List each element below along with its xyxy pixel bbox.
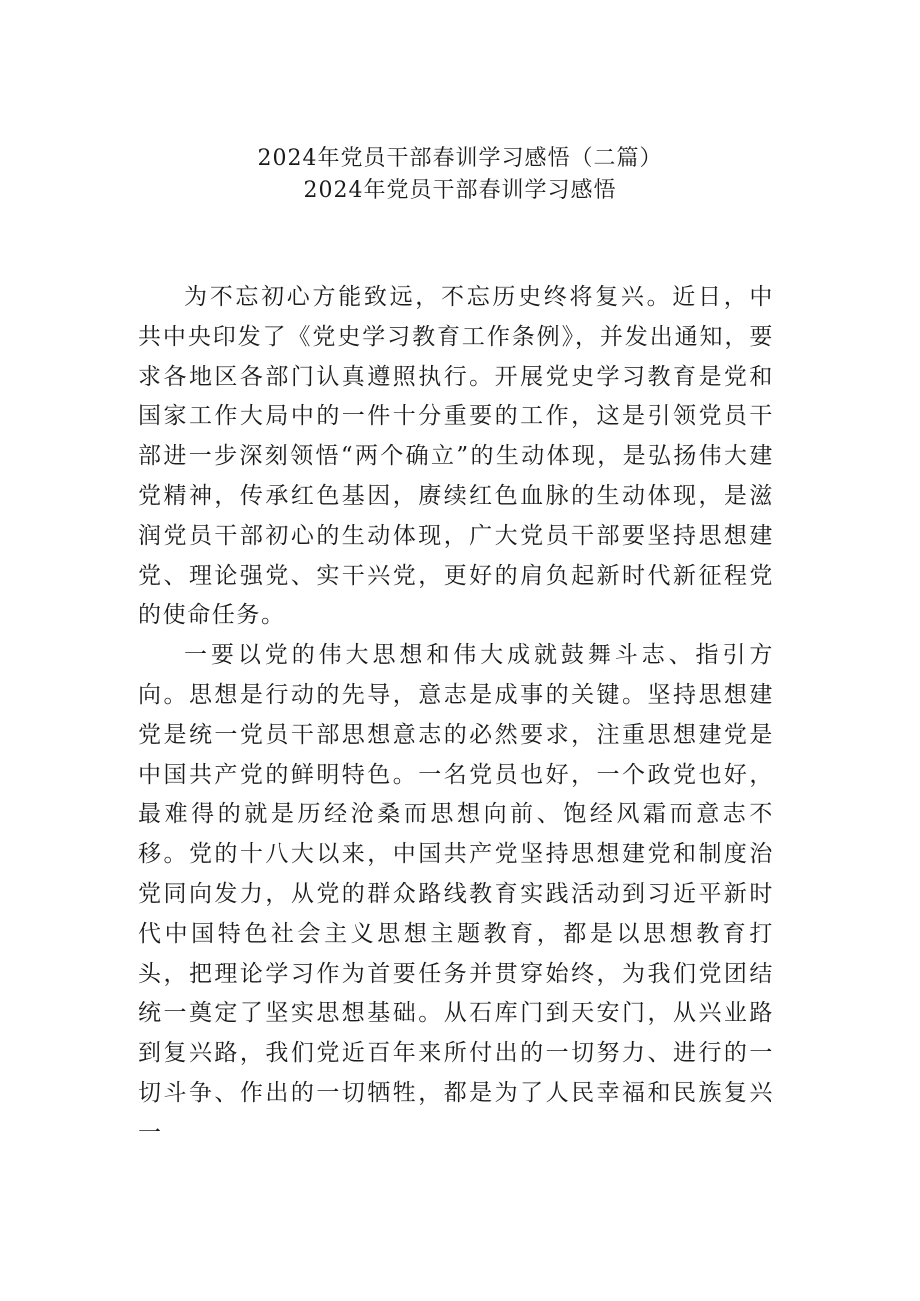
document-title: 2024年党员干部春训学习感悟（二篇）	[257, 146, 663, 171]
title-block	[0, 143, 920, 207]
paragraph-2: 一要以党的伟大思想和伟大成就鼓舞斗志、指引方向。思想是行动的先导，意志是成事的关键。坚持思想建党是统一党员干部思想意志的必然要求，注重思想建党是中国共产党的鲜明特色。一名党员也好，一个政党也好，最难得的就是历经沧桑而思想向前、饱经风霜而意志不移。党的十八大以来，中国共产党坚持思想建党和制度治党同向发力，从党的群众路线教育实践活动到习近平新时代中国特色社会主义思想主题教育，都是以思想教育打头，把理论学习作为首要任务并贯穿始终，为我们党团结统一奠定了坚实思想基础。从石库门到天安门，从兴业路到复兴路，我们党近百年来所付出的一切努力、进行的一切斗争、作出的一切牺牲，都是为了人民幸福和民族复兴一	[138, 642, 774, 1146]
document-subtitle: 2024年党员干部春训学习感悟	[303, 178, 617, 203]
document-body	[138, 278, 774, 1154]
paragraph-1: 为不忘初心方能致远，不忘历史终将复兴。近日，中共中央印发了《党史学习教育工作条例》，并发出通知，要求各地区各部门认真遵照执行。开展党史学习教育是党和国家工作大局中的一件十分重要的工作，这是引领党员干部进一步深刻领悟“两个确立”的生动体现，是弘扬伟大建党精神，传承红色基因，赓续红色血脉的生动体现，是滋润党员干部初心的生动体现，广大党员干部要坚持思想建党、理论强党、实干兴党，更好的肩负起新时代新征程党的使命任务。	[138, 284, 774, 629]
